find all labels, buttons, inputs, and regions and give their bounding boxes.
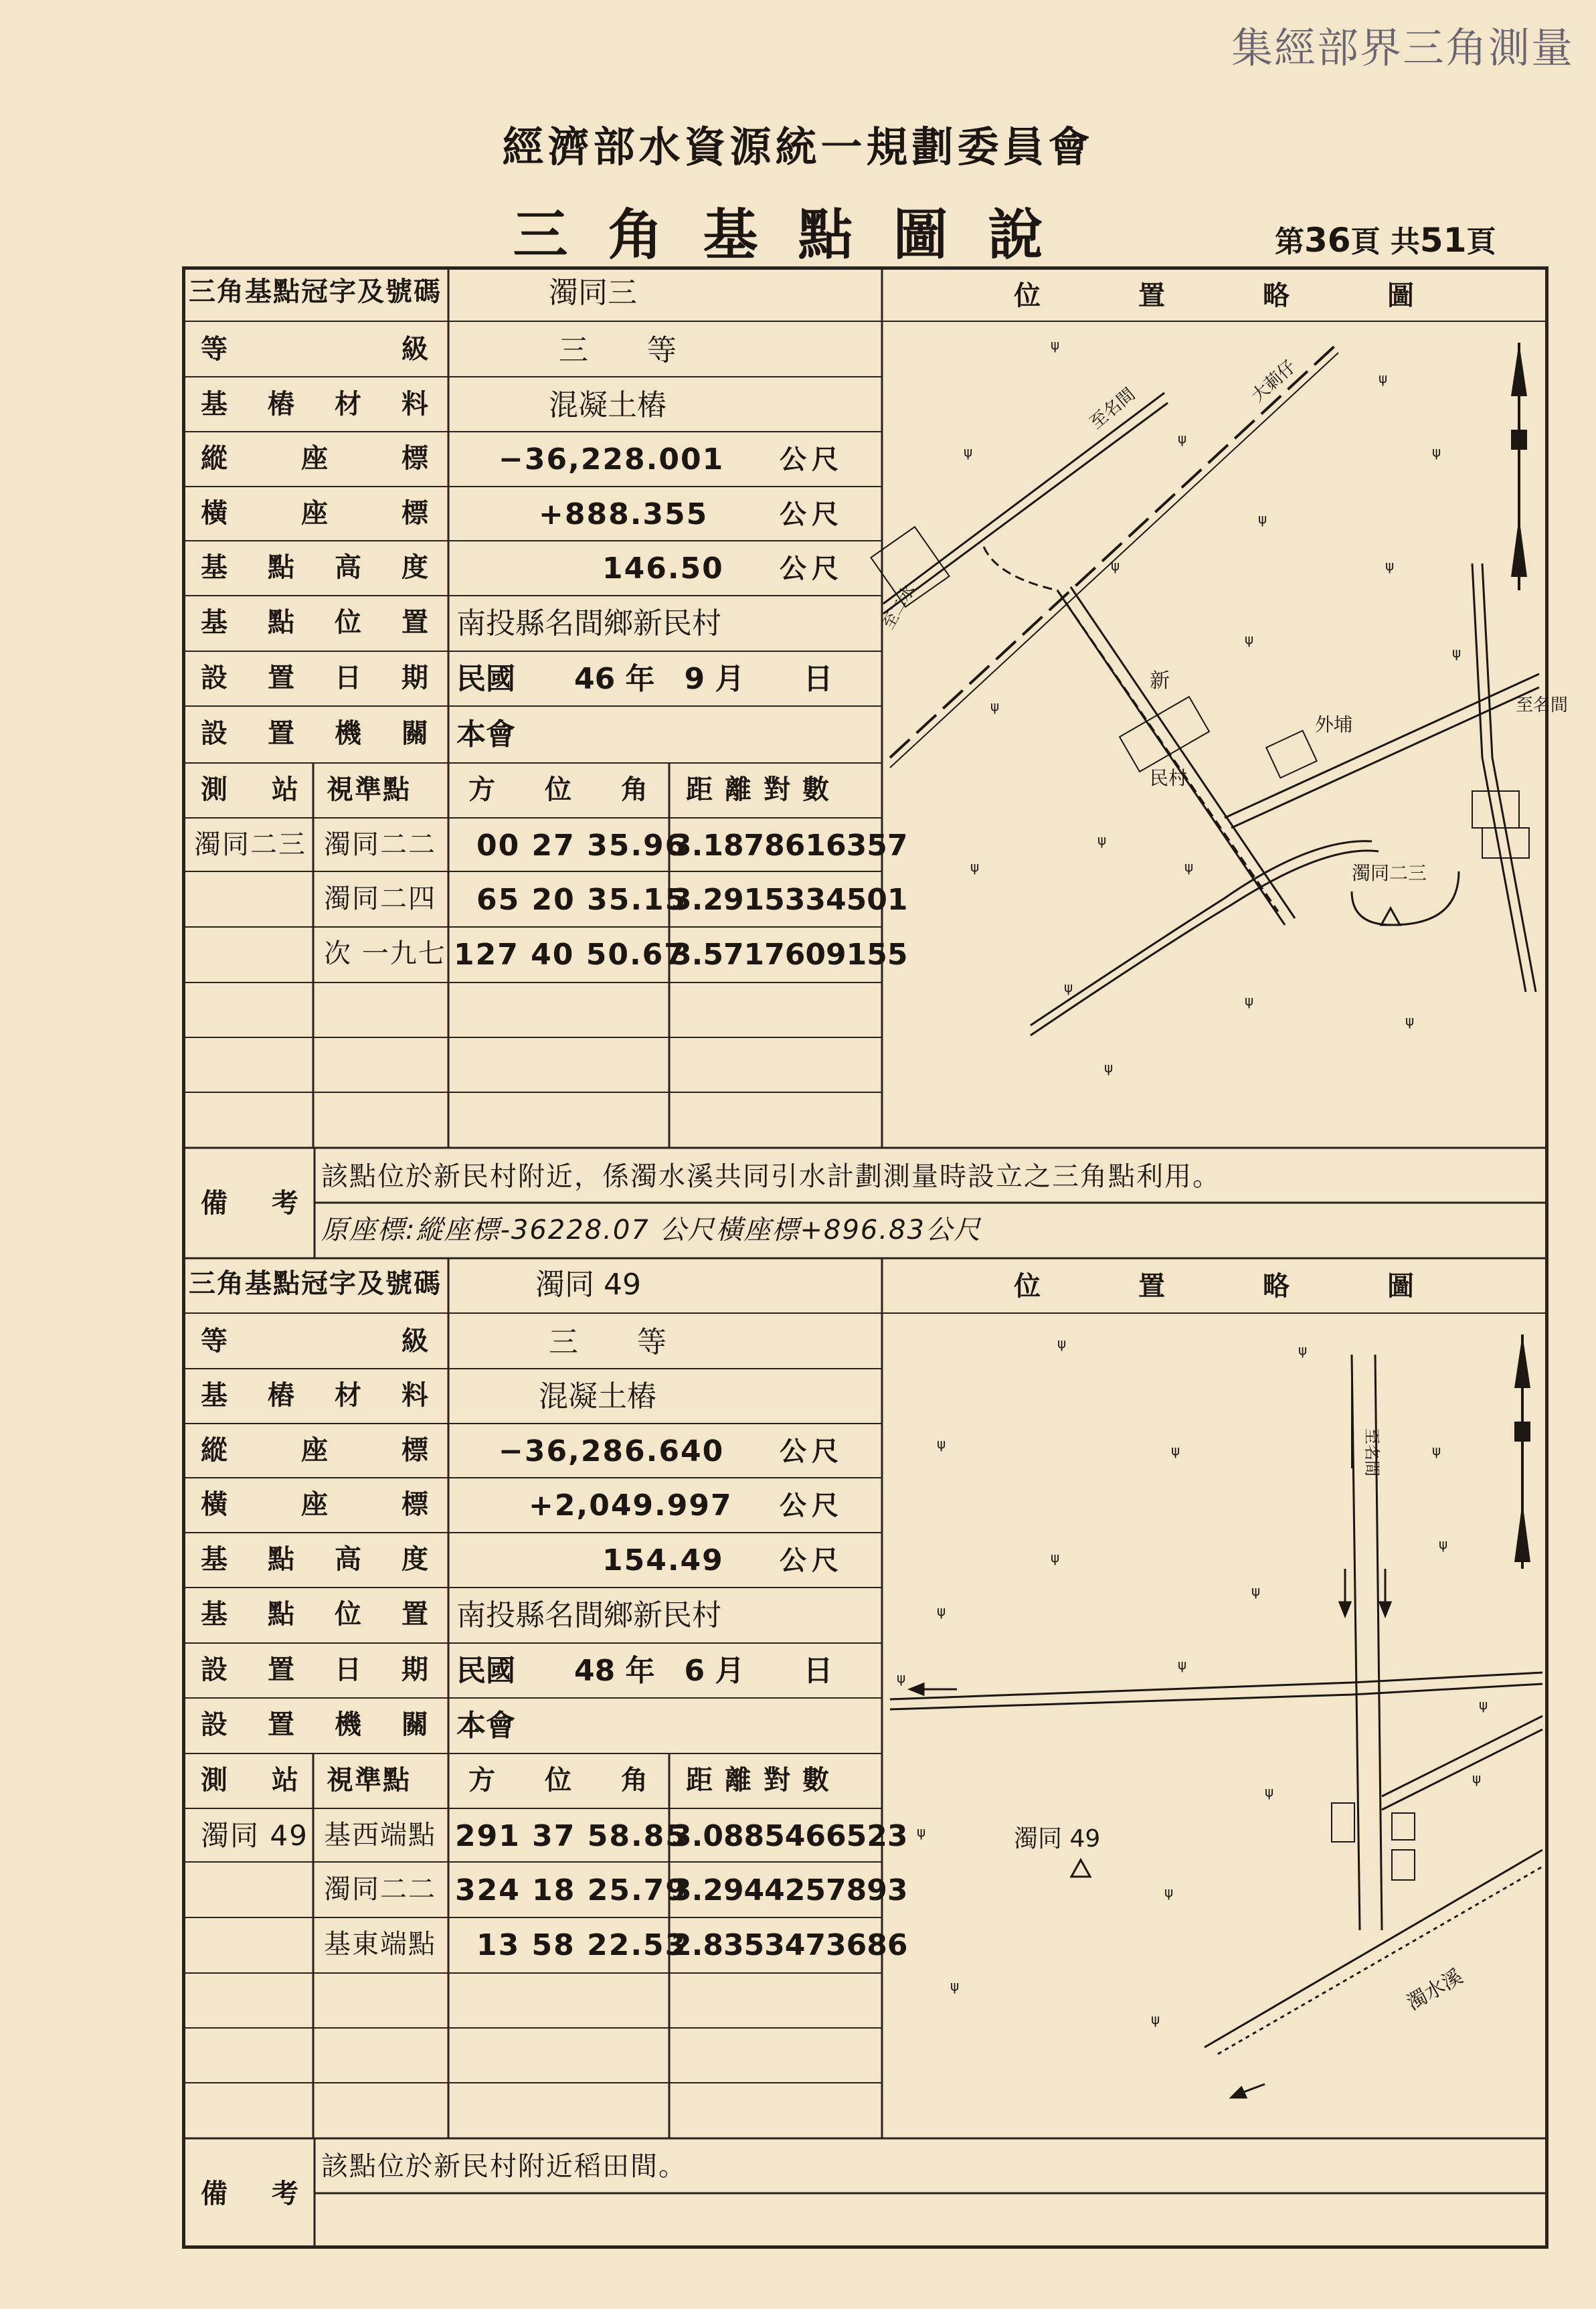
svg-text:ψ: ψ xyxy=(1171,1442,1180,1458)
svg-text:ψ: ψ xyxy=(1385,558,1395,574)
x-coord-value: +888.355 xyxy=(539,497,709,531)
map-road xyxy=(883,393,1164,604)
obs-log-distance: 2.8353473686 xyxy=(671,1928,908,1962)
map-label-river: 濁水溪 xyxy=(1403,1964,1467,2015)
svg-text:ψ: ψ xyxy=(1439,1536,1448,1552)
svg-text:ψ: ψ xyxy=(1178,430,1187,446)
map-label-road: 至名間 xyxy=(1362,1428,1381,1476)
remarks-line-1: 該點位於新民村附近，係濁水溪共同引水計劃測量時設立之三角點利用。 xyxy=(321,1161,1221,1192)
paddy-field-marks xyxy=(964,337,1461,1076)
map-building xyxy=(1120,697,1209,772)
label-agency: 設 置 機 關 xyxy=(201,718,428,749)
material-value: 混凝土樁 xyxy=(549,388,667,422)
label-distance-log: 距離對數 xyxy=(686,774,841,805)
map-road xyxy=(883,403,1168,614)
document-title: 三角基點圖說 xyxy=(513,203,1083,267)
obs-target: 基西端點 xyxy=(324,1820,436,1851)
svg-text:ψ: ψ xyxy=(937,1603,946,1619)
material-value: 混凝土樁 xyxy=(539,1379,656,1414)
label-station: 測 站 xyxy=(201,1765,300,1796)
map-label-station: 濁同 49 xyxy=(1014,1825,1101,1853)
north-arrow-icon xyxy=(1514,1335,1530,1569)
map-label-village-2: 民村 xyxy=(1150,767,1188,789)
map-building xyxy=(1392,1850,1415,1880)
grade-value: 三 等 xyxy=(549,1325,667,1359)
map-road xyxy=(1382,1716,1542,1796)
label-azimuth: 方 位 角 xyxy=(468,774,649,805)
map-path xyxy=(984,547,1278,912)
svg-text:ψ: ψ xyxy=(990,698,1000,714)
label-grade: 等 級 xyxy=(201,334,428,365)
svg-text:ψ: ψ xyxy=(897,1670,906,1686)
map-title: 位 置 略 圖 xyxy=(1014,1271,1415,1302)
date-value: 民國 46 年 9 月 日 xyxy=(456,662,833,696)
triangulation-point-icon xyxy=(1071,1860,1090,1877)
label-point-name: 三角基點冠字及號碼 xyxy=(189,276,442,307)
obs-azimuth: 291 37 58.85 xyxy=(455,1819,687,1853)
x-coord-unit: 公尺 xyxy=(780,1490,844,1521)
label-grade: 等 級 xyxy=(201,1326,428,1357)
map-label-left: 至二水 xyxy=(878,581,919,632)
map-label-rail: 大莿仔 xyxy=(1247,356,1300,407)
map-label-road-east: 至名間 xyxy=(1516,695,1569,715)
label-date: 設 置 日 期 xyxy=(201,663,428,693)
svg-text:ψ: ψ xyxy=(1245,993,1254,1009)
x-coord-unit: 公尺 xyxy=(780,499,844,530)
svg-text:ψ: ψ xyxy=(1405,1013,1415,1029)
svg-text:ψ: ψ xyxy=(1184,859,1194,875)
obs-target: 基東端點 xyxy=(324,1929,436,1960)
y-coord-unit: 公尺 xyxy=(780,1436,844,1467)
svg-text:ψ: ψ xyxy=(1245,631,1254,647)
label-agency: 設 置 機 關 xyxy=(201,1709,428,1740)
svg-text:ψ: ψ xyxy=(1051,337,1060,353)
map-road xyxy=(1071,587,1295,918)
map-label-village-1: 新 xyxy=(1150,669,1170,693)
location-map-2 xyxy=(883,1314,1546,2138)
svg-text:ψ: ψ xyxy=(1472,1770,1482,1786)
label-height: 基 點 高 度 xyxy=(201,1544,428,1575)
svg-text:ψ: ψ xyxy=(1452,645,1461,661)
map-road xyxy=(1031,851,1379,1035)
map-road xyxy=(890,1673,1542,1699)
paddy-field-marks xyxy=(897,1335,1488,2027)
map-road xyxy=(1382,1729,1542,1810)
svg-text:ψ: ψ xyxy=(1379,370,1388,386)
location-map-1 xyxy=(878,323,1569,1146)
map-road xyxy=(1031,841,1372,1025)
remarks-line-2: 原座標:縱座標-36228.07 公尺橫座標+896.83公尺 xyxy=(321,1215,982,1246)
label-station: 測 站 xyxy=(201,774,300,805)
map-label-road: 至名間 xyxy=(1086,384,1140,434)
obs-log-distance: 3.5717609155 xyxy=(671,938,908,972)
handwritten-note: 集經部界三角測量 xyxy=(1231,23,1575,72)
location-value: 南投縣名間鄉新民村 xyxy=(456,1598,721,1632)
svg-text:ψ: ψ xyxy=(1432,1442,1441,1458)
y-coord-value: −36,228.001 xyxy=(499,442,725,477)
label-location: 基 點 位 置 xyxy=(201,1599,428,1630)
agency-value: 本會 xyxy=(456,1709,515,1743)
obs-target: 濁同二二 xyxy=(324,829,436,860)
label-material: 基 樁 材 料 xyxy=(201,1380,428,1411)
svg-text:ψ: ψ xyxy=(1265,1784,1274,1800)
grade-value: 三 等 xyxy=(559,333,677,367)
map-road xyxy=(1482,564,1536,992)
label-target: 視準點 xyxy=(327,1765,411,1796)
point-name-value: 濁同三 xyxy=(549,276,637,310)
map-label-hamlet: 外埔 xyxy=(1315,713,1353,736)
label-distance-log: 距離對數 xyxy=(686,1765,841,1796)
label-location: 基 點 位 置 xyxy=(201,607,428,638)
north-arrow-icon xyxy=(1511,343,1527,590)
point-name-value: 濁同 49 xyxy=(535,1268,641,1302)
map-title: 位 置 略 圖 xyxy=(1014,280,1415,311)
label-x-coord: 橫 座 標 xyxy=(201,498,428,529)
map-road xyxy=(1472,564,1526,992)
obs-azimuth: 127 40 50.67 xyxy=(454,938,686,972)
label-x-coord: 橫 座 標 xyxy=(201,1489,428,1520)
y-coord-value: −36,286.640 xyxy=(499,1434,725,1468)
map-building xyxy=(1392,1813,1415,1840)
label-y-coord: 縱 座 標 xyxy=(201,1435,428,1466)
obs-log-distance: 3.0885466523 xyxy=(671,1819,908,1853)
obs-log-distance: 3.1878616357 xyxy=(671,829,908,863)
svg-text:ψ: ψ xyxy=(1178,1656,1187,1673)
svg-text:ψ: ψ xyxy=(1064,979,1073,995)
map-building xyxy=(1472,791,1519,828)
label-target: 視準點 xyxy=(327,774,411,805)
station-value: 濁同二三 xyxy=(194,829,306,860)
station-value: 濁同 49 xyxy=(201,1819,308,1852)
svg-text:ψ: ψ xyxy=(1164,1884,1174,1900)
obs-target: 次 一九七 xyxy=(324,938,446,969)
svg-text:ψ: ψ xyxy=(970,859,980,875)
svg-text:ψ: ψ xyxy=(1258,511,1267,527)
svg-text:ψ: ψ xyxy=(1104,1059,1114,1076)
svg-text:ψ: ψ xyxy=(937,1436,946,1452)
svg-text:ψ: ψ xyxy=(1057,1335,1067,1351)
label-point-name: 三角基點冠字及號碼 xyxy=(189,1268,442,1299)
organization-name: 經濟部水資源統一規劃委員會 xyxy=(502,122,1094,171)
svg-text:ψ: ψ xyxy=(1111,558,1120,574)
svg-text:ψ: ψ xyxy=(1097,832,1107,848)
obs-azimuth: 13 58 22.53 xyxy=(476,1928,687,1962)
svg-text:ψ: ψ xyxy=(964,444,973,460)
svg-text:ψ: ψ xyxy=(917,1824,926,1840)
label-y-coord: 縱 座 標 xyxy=(201,443,428,474)
svg-text:ψ: ψ xyxy=(1151,2011,1160,2027)
x-coord-value: +2,049.997 xyxy=(529,1488,733,1523)
triangulation-point-icon xyxy=(1381,908,1400,925)
label-remarks: 備 考 xyxy=(201,1188,300,1219)
svg-text:ψ: ψ xyxy=(1432,444,1441,460)
height-unit: 公尺 xyxy=(780,553,844,584)
map-building xyxy=(1332,1803,1354,1842)
label-material: 基 樁 材 料 xyxy=(201,389,428,420)
label-azimuth: 方 位 角 xyxy=(468,1765,649,1796)
svg-text:ψ: ψ xyxy=(950,1978,960,1994)
location-value: 南投縣名間鄉新民村 xyxy=(456,606,721,640)
map-river-bank xyxy=(1218,1867,1542,2054)
map-label-station: 濁同二三 xyxy=(1352,862,1427,884)
flow-arrows xyxy=(910,1569,1391,2098)
svg-text:ψ: ψ xyxy=(1051,1549,1060,1565)
svg-text:ψ: ψ xyxy=(1298,1342,1308,1358)
svg-text:ψ: ψ xyxy=(1479,1697,1488,1713)
obs-log-distance: 3.2944257893 xyxy=(671,1873,908,1907)
height-value: 146.50 xyxy=(602,551,724,586)
page-number: 第36頁 共51頁 xyxy=(1275,221,1496,260)
obs-target: 濁同二二 xyxy=(324,1874,436,1905)
obs-log-distance: 3.2915334501 xyxy=(671,883,908,917)
obs-target: 濁同二四 xyxy=(324,883,436,914)
label-height: 基 點 高 度 xyxy=(201,552,428,583)
date-value: 民國 48 年 6 月 日 xyxy=(456,1654,833,1688)
remarks-line-1: 該點位於新民村附近稻田間。 xyxy=(321,2151,687,2182)
map-building xyxy=(1266,731,1317,778)
obs-azimuth: 00 27 35.96 xyxy=(476,829,687,863)
map-river-bank xyxy=(1205,1850,1542,2047)
svg-text:ψ: ψ xyxy=(1251,1583,1261,1599)
label-date: 設 置 日 期 xyxy=(201,1654,428,1685)
height-value: 154.49 xyxy=(602,1543,724,1577)
obs-azimuth: 324 18 25.79 xyxy=(455,1873,687,1907)
obs-azimuth: 65 20 35.15 xyxy=(476,883,687,917)
agency-value: 本會 xyxy=(456,717,515,752)
label-remarks: 備 考 xyxy=(201,2178,300,2209)
y-coord-unit: 公尺 xyxy=(780,444,844,475)
map-road xyxy=(1352,1355,1360,1930)
height-unit: 公尺 xyxy=(780,1545,844,1576)
